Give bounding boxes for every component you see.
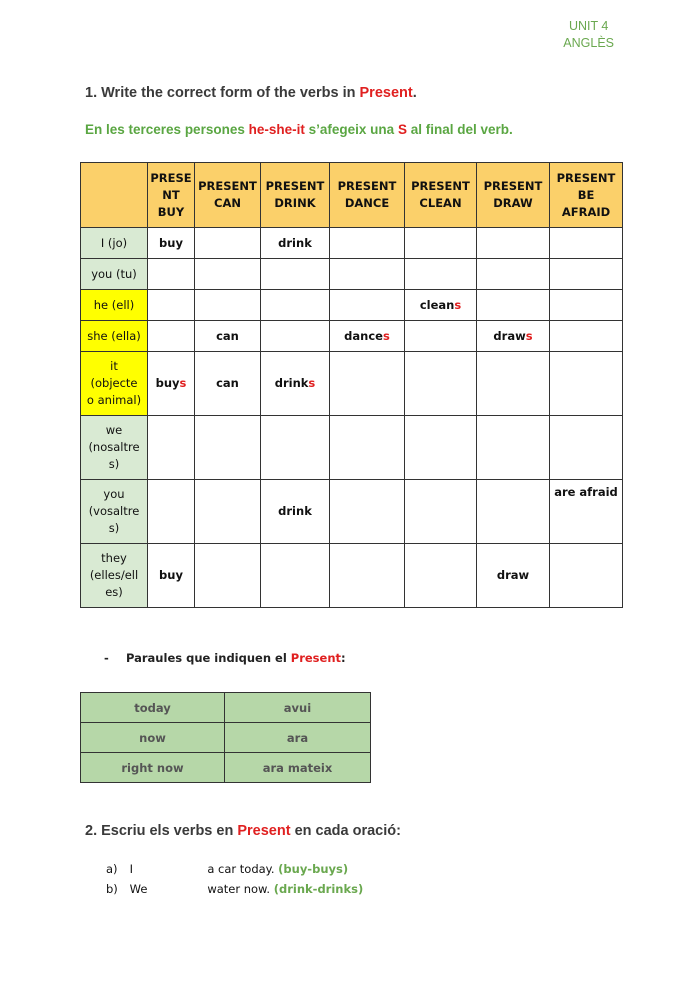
verb-cell: draw: [477, 544, 550, 608]
sentence-subject: I: [129, 862, 134, 876]
bullet-dash: -: [104, 651, 109, 665]
verb-cell: [477, 480, 550, 544]
verb-cell: [195, 259, 261, 290]
column-header: PRESENT DRINK: [261, 163, 330, 228]
table-row: [81, 723, 371, 753]
time-words-intro: [104, 651, 346, 665]
verb-cell: [330, 259, 405, 290]
time-words-intro-text: Paraules que indiquen el: [126, 651, 287, 665]
verb-cell: [148, 290, 195, 321]
exercise1-title-highlight: Present: [359, 85, 413, 101]
verb-cell: [330, 480, 405, 544]
verb-cell: [405, 228, 477, 259]
column-header: PRESENT BE AFRAID: [550, 163, 623, 228]
verb-cell: drink: [261, 480, 330, 544]
verb-cell: [550, 321, 623, 352]
sentence-rest: water now.: [207, 882, 271, 896]
verb-cell: [330, 544, 405, 608]
pronoun-cell: we (nosaltre s): [81, 416, 148, 480]
verb-cell: [261, 416, 330, 480]
verb-stem: buy: [155, 376, 180, 390]
column-header: PRESENT DANCE: [330, 163, 405, 228]
sentence-label: b): [106, 882, 118, 896]
verb-cell: [261, 259, 330, 290]
note-letter: S: [397, 122, 407, 137]
sentence-a: [106, 862, 348, 876]
verb-cell: [261, 352, 330, 416]
exercise2-title-highlight: Present: [237, 823, 291, 839]
verb-ending: s: [525, 328, 533, 343]
header-row: [81, 163, 623, 228]
exercise1-title-text: Write the correct form of the verbs in: [101, 85, 356, 101]
sentence-hint: (drink-drinks): [273, 882, 364, 896]
exercise1-title-end: .: [412, 85, 417, 101]
table-row: [81, 693, 371, 723]
verb-ending: s: [308, 376, 316, 390]
verb-cell: drink: [261, 228, 330, 259]
sentence-b: [106, 882, 363, 896]
verb-cell: [148, 259, 195, 290]
verb-cell: [330, 416, 405, 480]
time-words-table: [80, 692, 371, 783]
verb-cell: can: [195, 352, 261, 416]
header-corner: [81, 163, 148, 228]
verb-stem: draw: [493, 328, 526, 343]
verb-ending: s: [454, 297, 462, 312]
catalan-word: ara: [225, 723, 371, 753]
note-text-2: s’afegeix una: [308, 122, 395, 137]
column-header: PRESENT CAN: [195, 163, 261, 228]
table-row: [81, 228, 623, 259]
verb-cell: [477, 321, 550, 352]
pronoun-cell: she (ella): [81, 321, 148, 352]
verb-cell: [148, 416, 195, 480]
verb-cell: can: [195, 321, 261, 352]
pronoun-cell: I (jo): [81, 228, 148, 259]
unit-label: UNIT 4: [568, 19, 609, 33]
verb-cell: [477, 352, 550, 416]
column-header: PRESE NT BUY: [148, 163, 195, 228]
verb-cell: [550, 544, 623, 608]
verb-stem: drink: [274, 376, 309, 390]
verb-stem: clean: [419, 297, 455, 312]
exercise2-number: 2.: [85, 823, 98, 839]
verb-cell: [405, 416, 477, 480]
sentence-hint: (buy-buys): [278, 862, 349, 876]
unit-header: [563, 18, 614, 52]
verb-cell: [550, 228, 623, 259]
verb-cell: [330, 321, 405, 352]
note-text-3: al final del verb.: [410, 122, 513, 137]
verb-cell: [330, 352, 405, 416]
table-row: [81, 321, 623, 352]
verb-ending: s: [382, 328, 390, 343]
english-word: right now: [81, 753, 225, 783]
exercise2-title-post: en cada oració:: [294, 823, 401, 839]
verb-cell: [477, 290, 550, 321]
column-header: PRESENT CLEAN: [405, 163, 477, 228]
subject-label: ANGLÈS: [563, 36, 614, 50]
catalan-word: ara mateix: [225, 753, 371, 783]
verb-cell: [477, 259, 550, 290]
note-text-1: En les terceres persones: [85, 122, 245, 137]
verb-cell: [405, 480, 477, 544]
verb-cell: [405, 321, 477, 352]
verb-cell: [550, 352, 623, 416]
sentence-label: a): [106, 862, 118, 876]
exercise2-title-text: Escriu els verbs en: [101, 823, 234, 839]
english-word: today: [81, 693, 225, 723]
verb-stem: dance: [344, 328, 383, 343]
verb-cell: [477, 416, 550, 480]
verb-cell: buy: [148, 544, 195, 608]
verb-cell: [405, 290, 477, 321]
verb-cell: [261, 544, 330, 608]
table-row: [81, 753, 371, 783]
verb-cell: [195, 480, 261, 544]
verb-cell: [405, 352, 477, 416]
verb-table: [80, 162, 623, 608]
verb-cell: [550, 290, 623, 321]
third-person-note: [85, 122, 513, 137]
verb-cell: buy: [148, 228, 195, 259]
table-row: [81, 259, 623, 290]
pronoun-cell: you (tu): [81, 259, 148, 290]
verb-cell: [550, 416, 623, 480]
time-words-intro-highlight: Present: [290, 651, 342, 665]
table-row: [81, 352, 623, 416]
pronoun-cell: he (ell): [81, 290, 148, 321]
verb-ending: s: [179, 376, 187, 390]
english-word: now: [81, 723, 225, 753]
sentence-rest: a car today.: [207, 862, 275, 876]
verb-cell: [195, 416, 261, 480]
verb-cell: are afraid: [550, 480, 623, 544]
note-highlight: he-she-it: [248, 122, 305, 137]
verb-cell: [261, 321, 330, 352]
verb-cell: [550, 259, 623, 290]
verb-cell: [405, 259, 477, 290]
exercise1-title: [85, 85, 417, 101]
time-words-intro-end: :: [341, 651, 346, 665]
verb-cell: [477, 228, 550, 259]
column-header: PRESENT DRAW: [477, 163, 550, 228]
pronoun-cell: you (vosaltre s): [81, 480, 148, 544]
table-row: [81, 544, 623, 608]
pronoun-cell: it (objecte o animal): [81, 352, 148, 416]
verb-cell: [195, 228, 261, 259]
verb-cell: [261, 290, 330, 321]
catalan-word: avui: [225, 693, 371, 723]
verb-cell: [330, 228, 405, 259]
verb-cell: [148, 321, 195, 352]
verb-cell: [195, 544, 261, 608]
verb-cell: [148, 480, 195, 544]
verb-cell: [405, 544, 477, 608]
table-row: [81, 416, 623, 480]
exercise1-number: 1.: [85, 85, 98, 101]
verb-cell: [195, 290, 261, 321]
table-row: [81, 480, 623, 544]
verb-cell: [148, 352, 195, 416]
table-row: [81, 290, 623, 321]
exercise2-title: [85, 823, 401, 839]
sentence-subject: We: [129, 882, 148, 896]
verb-cell: [330, 290, 405, 321]
pronoun-cell: they (elles/ell es): [81, 544, 148, 608]
